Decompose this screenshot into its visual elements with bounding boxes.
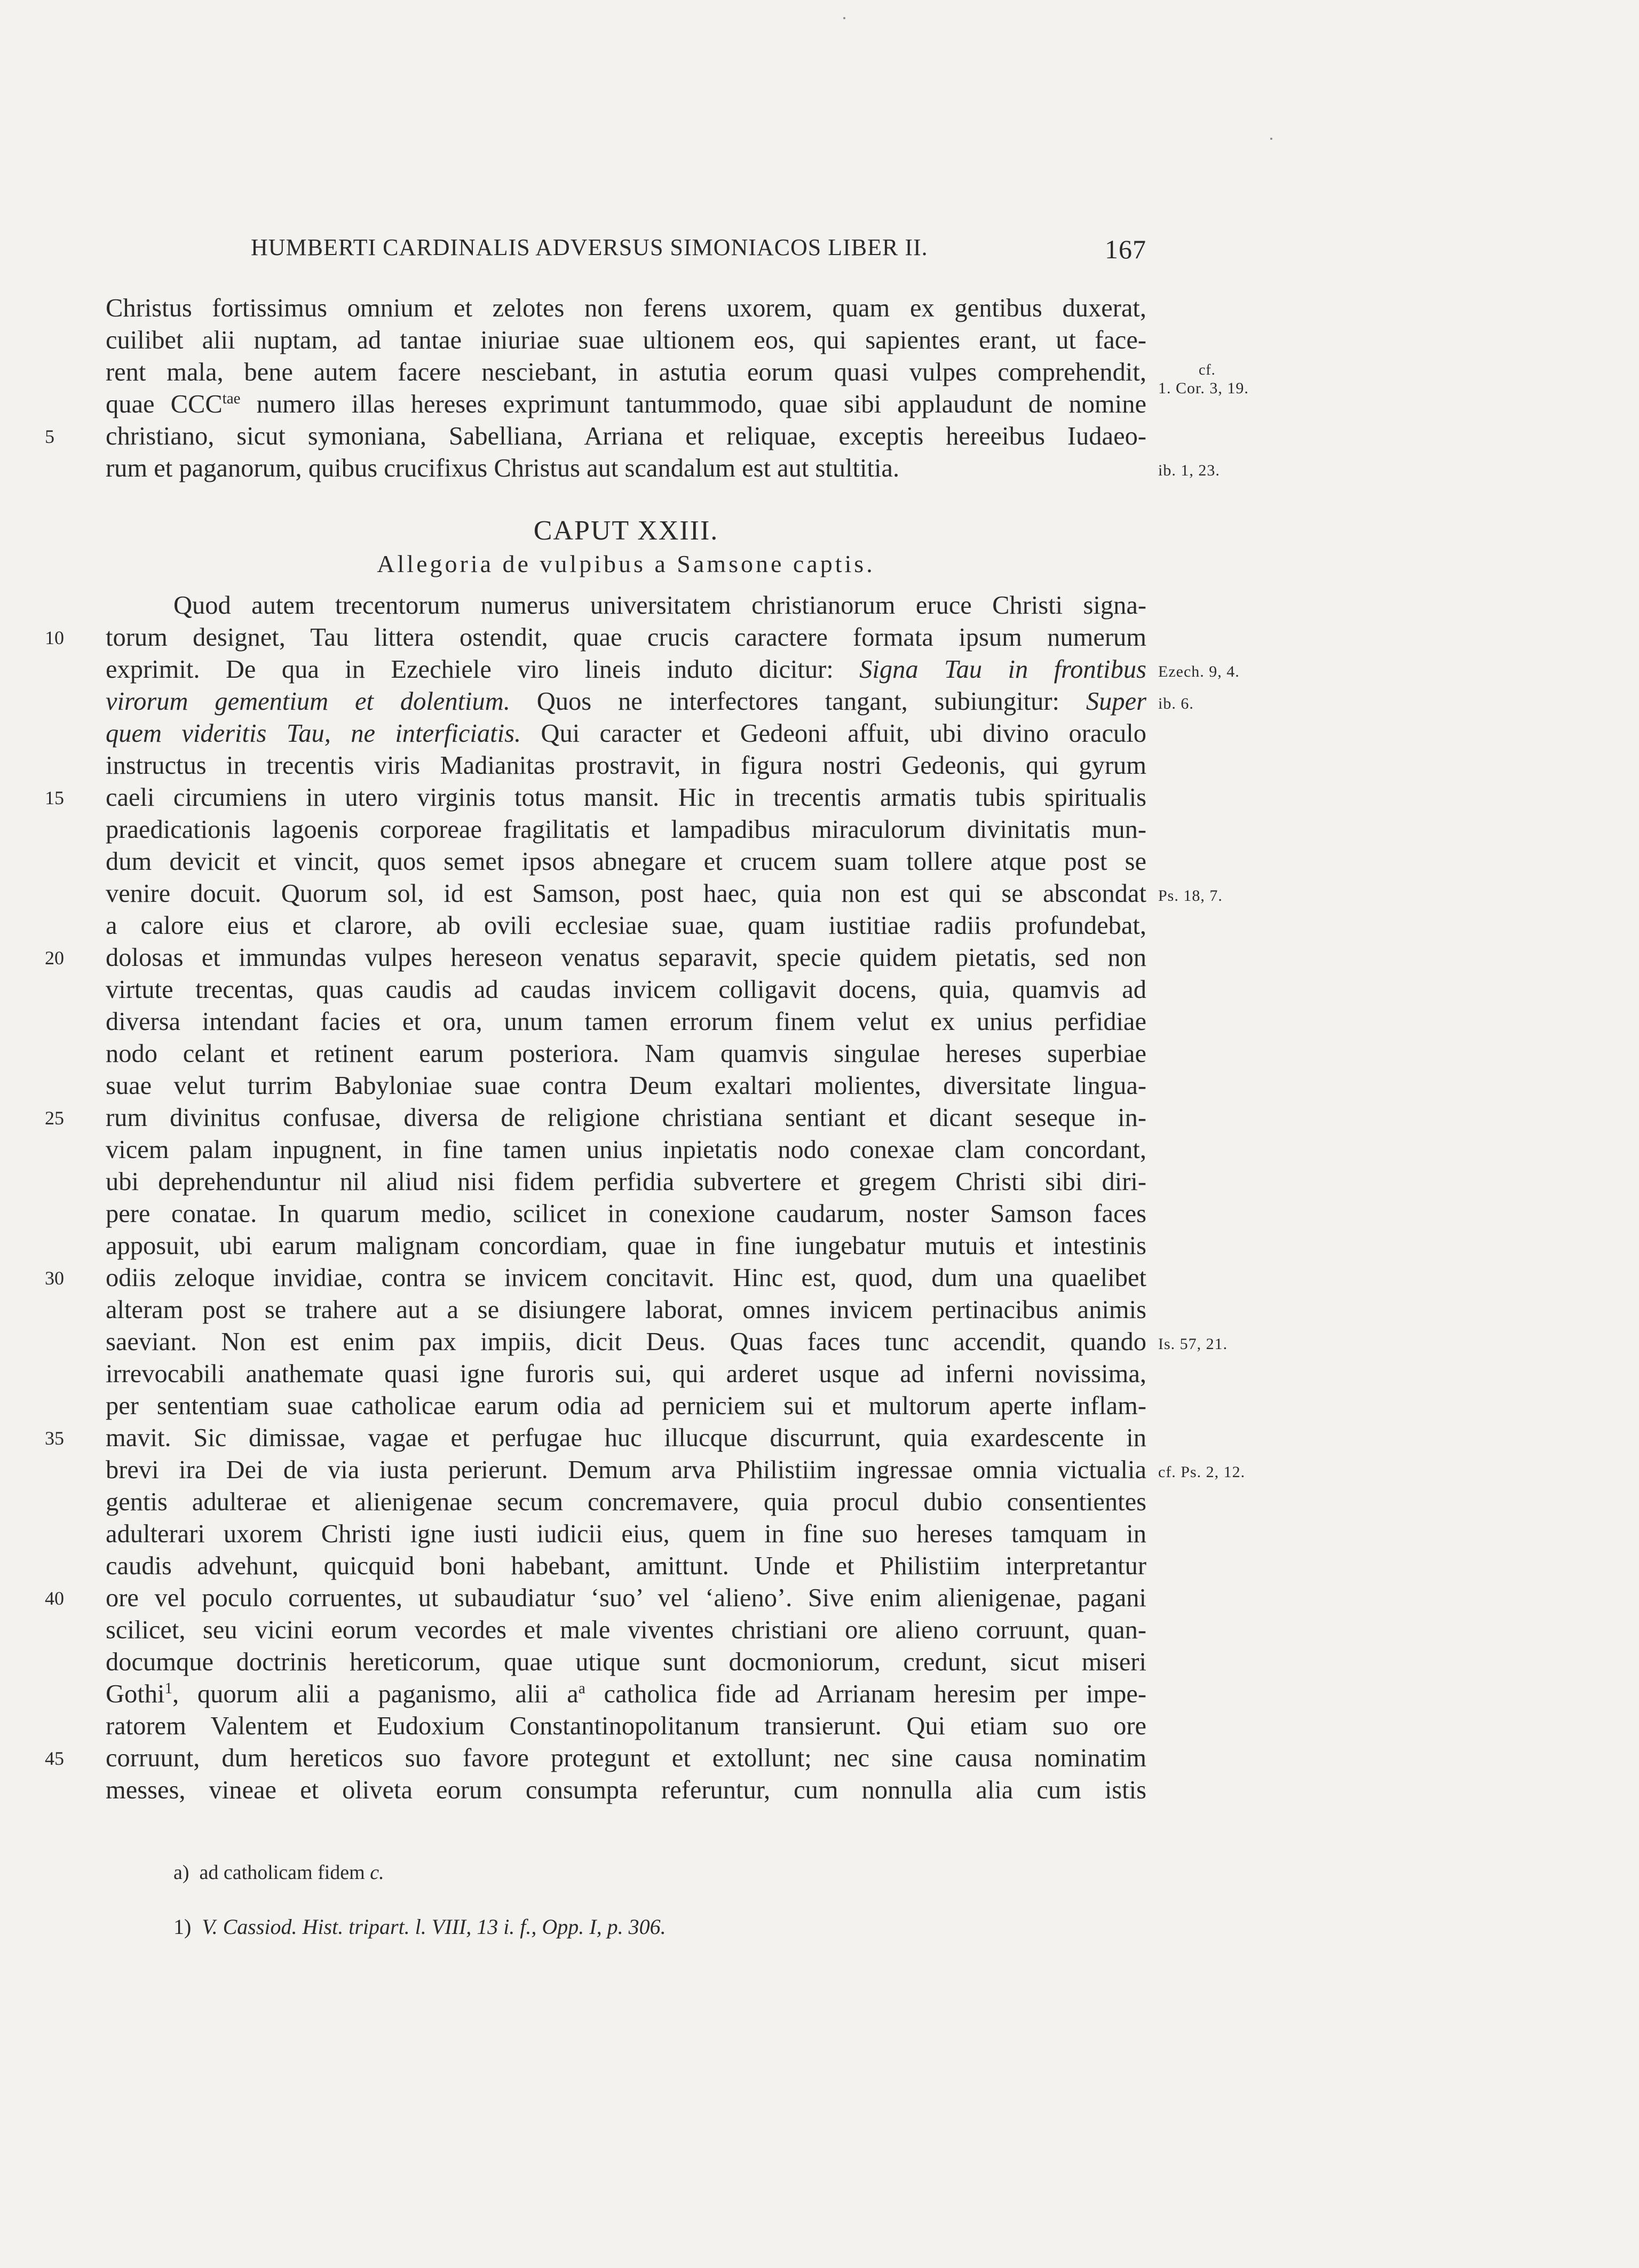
text-line: Christus fortissimus omnium et zelotes non ferens uxorem, quam ex gentibus duxerat, (106, 294, 1146, 322)
running-title: HUMBERTI CARDINALIS ADVERSUS SIMONIACOS LIBER II. (251, 234, 928, 260)
line-number: 45 (45, 1748, 64, 1769)
text-line: instructus in trecentis viris Madianitas prostravit, in figura nostri Gedeonis, qui gyrum (106, 751, 1146, 780)
text-line: mavit. Sic dimissae, vagae et perfugae huc illucque discurrunt, quia exardescente in (106, 1424, 1146, 1452)
text-line: ratorem Valentem et Eudoxium Constantinopolitanum transierunt. Qui etiam suo ore (106, 1712, 1146, 1740)
text-line: pere conatae. In quarum medio, scilicet in conexione caudarum, noster Samson faces (106, 1200, 1146, 1228)
text-line: dum devicit et vincit, quos semet ipsos abnegare et crucem suam tollere atque post se (106, 847, 1146, 876)
text-line: rum divinitus confusae, diversa de religione christiana sentiant et dicant seseque in- (106, 1104, 1146, 1132)
text-line: diversa intendant facies et ora, unum tamen errorum finem velut ex unius perfidiae (106, 1008, 1146, 1036)
text-line: suae velut turrim Babyloniae suae contra Deum exaltari molientes, diversitate lingua- (106, 1072, 1146, 1100)
line-number: 40 (45, 1588, 64, 1609)
text-line: rent mala, bene autem facere nesciebant, in astutia eorum quasi vulpes comprehendit, (106, 358, 1146, 386)
margin-reference: Is. 57, 21. (1158, 1335, 1228, 1353)
line-number: 10 (45, 627, 64, 648)
margin-reference: cf. Ps. 2, 12. (1158, 1463, 1246, 1481)
text-line: cuilibet alii nuptam, ad tantae iniuriae suae ultionem eos, qui sapientes erant, ut face- (106, 326, 1146, 354)
text-line: nodo celant et retinent earum posteriora. Nam quamvis singulae hereses superbiae (106, 1040, 1146, 1068)
text-line: exprimit. De qua in Ezechiele viro lineis induto dicitur: Signa Tau in frontibus (106, 655, 1146, 684)
footnote-a: a) ad catholicam fidem c. (173, 1861, 384, 1884)
line-number: 35 (45, 1428, 64, 1449)
text-line: praedicationis lagoenis corporeae fragilitatis et lampadibus miraculorum divinitatis mun- (106, 815, 1146, 844)
text-line: corruunt, dum hereticos suo favore protegunt et extollunt; nec sine causa nominatim (106, 1744, 1146, 1772)
margin-reference: cf. 1. Cor. 3, 19. (1158, 362, 1249, 397)
text-line: Quod autem trecentorum numerus universitatem christianorum eruce Christi signa- (173, 591, 1146, 620)
page-number: 167 (1105, 234, 1146, 264)
text-line: documque doctrinis hereticorum, quae utique sunt docmoniorum, credunt, sicut miseri (106, 1648, 1146, 1676)
text-line: virtute trecentas, quas caudis ad caudas invicem colligavit docens, quia, quamvis ad (106, 976, 1146, 1004)
line-number: 15 (45, 787, 64, 808)
text-line: ore vel poculo corruentes, ut subaudiatur ‘suo’ vel ‘alieno’. Sive enim alienigenae, pagani (106, 1584, 1146, 1612)
chapter-heading: CAPUT XXIII. (533, 516, 719, 546)
text-line: venire docuit. Quorum sol, id est Samson, post haec, quia non est qui se abscondat (106, 879, 1146, 908)
text-line: quae $CCC^{tae}$ numero illas hereses exprimunt tantummodo, quae sibi applaudunt de nomine (106, 390, 1146, 418)
text-line: caudis advehunt, quicquid boni habebant, amittunt. Unde et Philistiim interpretantur (106, 1552, 1146, 1580)
text-line: alteram post se trahere aut a se disiungere laborat, omnes invicem pertinacibus animis (106, 1296, 1146, 1324)
text-line: rum et paganorum, quibus crucifixus Christus aut scandalum est aut stultitia. (106, 454, 900, 482)
text-line: vicem palam inpugnent, in fine tamen unius inpietatis nodo conexae clam concordant, (106, 1136, 1146, 1164)
text-line: saeviant. Non est enim pax impiis, dicit Deus. Quas faces tunc accendit, quando (106, 1328, 1146, 1356)
text-line: scilicet, seu vicini eorum vecordes et male viventes christiani ore alieno corruunt, quan- (106, 1616, 1146, 1644)
text-line: christiano, sicut symoniana, Sabelliana, Arriana et reliquae, exceptis hereeibus Iudaeo- (106, 422, 1146, 450)
line-number: 30 (45, 1267, 64, 1289)
text-line: dolosas et immundas vulpes hereseon venatus separavit, specie quidem pietatis, sed non (106, 943, 1146, 972)
text-line: ubi deprehenduntur nil aliud nisi fidem perfidia subvertere et gregem Christi sibi diri- (106, 1168, 1146, 1196)
text-line: adulterari uxorem Christi igne iusti iudicii eius, quem in fine suo hereses tamquam in (106, 1520, 1146, 1548)
text-line: torum designet, Tau littera ostendit, quae crucis caractere formata ipsum numerum (106, 623, 1146, 652)
margin-reference: ib. 1, 23. (1158, 462, 1220, 479)
text-line: messes, vineae et oliveta eorum consumpta referuntur, cum nonnulla alia cum istis (106, 1776, 1146, 1804)
text-line: quem videritis Tau, ne interficiatis. Qui caracter et Gedeoni affuit, ubi divino oraculo (106, 719, 1146, 748)
text-line: a calore eius et clarore, ab ovili ecclesiae suae, quam iustitiae radiis profundebat, (106, 911, 1146, 940)
line-number: 20 (45, 947, 64, 969)
speck (843, 17, 845, 19)
speck (1270, 138, 1272, 140)
text-line: Gothi$^1$, quorum alii a paganismo, alii $a^a$ catholica fide ad Arrianam heresim per impe- (106, 1679, 1146, 1708)
text-line: irrevocabili anathemate quasi igne furoris sui, qui arderet usque ad inferni novissima, (106, 1360, 1146, 1388)
text-line: virorum gementium et dolentium. Quos ne interfectores tangant, subiungitur: Super (106, 687, 1146, 716)
line-number: 25 (45, 1107, 64, 1129)
margin-reference: ib. 6. (1158, 695, 1194, 712)
footnote-1: 1) V. Cassiod. Hist. tripart. l. VIII, 13 i. f., Opp. I, p. 306. (173, 1915, 666, 1939)
text-line: brevi ira Dei de via iusta perierunt. Demum arva Philistiim ingressae omnia victualia (106, 1456, 1146, 1484)
text-line: apposuit, ubi earum malignam concordiam, quae in fine iungebatur mutuis et intestinis (106, 1232, 1146, 1260)
chapter-subtitle: Allegoria de vulpibus a Samsone captis. (377, 550, 875, 577)
text-line: odiis zeloque invidiae, contra se invicem concitavit. Hinc est, quod, dum una quaelibet (106, 1264, 1146, 1292)
text-line: per sententiam suae catholicae earum odia ad perniciem sui et multorum aperte inflam- (106, 1392, 1146, 1420)
text-line: caeli circumiens in utero virginis totus mansit. Hic in trecentis armatis tubis spiritualis (106, 783, 1146, 812)
line-number: 5 (45, 426, 54, 447)
margin-reference: Ps. 18, 7. (1158, 887, 1223, 905)
margin-reference: Ezech. 9, 4. (1158, 663, 1240, 680)
text-line: gentis adulterae et alienigenae secum concremavere, quia procul dubio consentientes (106, 1488, 1146, 1516)
